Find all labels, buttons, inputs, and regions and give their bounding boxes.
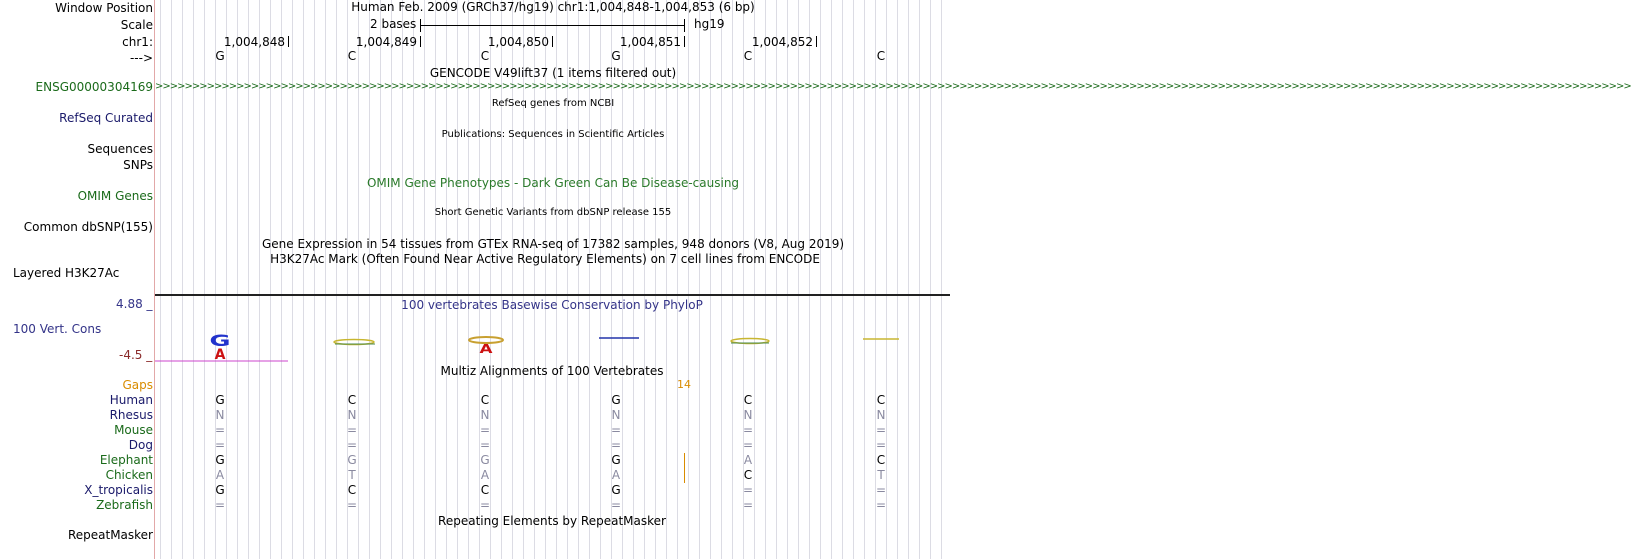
alignment-base: = [346,423,358,437]
gaps-label[interactable]: Gaps [122,378,153,392]
reference-base: C [347,49,357,63]
ruler-position-label: 1,004,851 [619,35,681,49]
scale-bar [420,25,685,26]
alignment-base: C [876,453,886,467]
alignment-base: N [611,408,621,422]
ruler-tick [816,36,817,47]
reference-base: G [611,49,621,63]
alignment-base: = [742,423,754,437]
ruler-position-label: 1,004,848 [223,35,285,49]
species-label[interactable]: Zebrafish [96,498,153,512]
alignment-base: G [480,453,490,467]
alignment-base: C [347,483,357,497]
gencode-track-title: GENCODE V49lift37 (1 items filtered out) [429,66,677,80]
species-label[interactable]: Chicken [105,468,153,482]
alignment-base: G [215,393,225,407]
alignment-base: C [480,393,490,407]
ruler-tick [288,36,289,47]
snps-track-label[interactable]: SNPs [123,158,153,172]
repeatmasker-track-label[interactable]: RepeatMasker [67,528,153,542]
alignment-base: N [743,408,753,422]
alignment-base: = [875,438,887,452]
alignment-base: = [346,438,358,452]
chrom-label: chr1: [122,35,153,49]
species-label[interactable]: Rhesus [109,408,153,422]
gtex-track-title: Gene Expression in 54 tissues from GTEx RNA-seq of 17382 samples, 948 donors (V8, Aug 2019) [261,237,845,251]
ruler-position-label: 1,004,852 [751,35,813,49]
assembly-position-text: Human Feb. 2009 (GRCh37/hg19) chr1:1,004,848-1,004,853 (6 bp) [351,0,755,14]
phylop-track-label[interactable]: 100 Vert. Cons [13,322,102,336]
alignment-base: N [480,408,490,422]
ruler-position-label: 1,004,849 [355,35,417,49]
alignment-base: A [480,468,490,482]
publications-track-title: Publications: Sequences in Scientific Articles [441,129,665,140]
alignment-base: = [610,498,622,512]
alignment-base: N [215,408,225,422]
gencode-item-label[interactable]: ENSG00000304169 [35,80,153,94]
phylop-logo-g: G [209,331,231,351]
ruler-tick [420,36,421,47]
h3k27ac-track-label[interactable]: Layered H3K27Ac [13,266,120,280]
omim-track-title: OMIM Gene Phenotypes - Dark Green Can Be Disease-causing [366,176,740,190]
alignment-base: C [480,483,490,497]
alignment-base: = [742,438,754,452]
alignment-base: G [215,453,225,467]
alignment-base: = [742,498,754,512]
phylop-min-label: -4.5 _ [119,348,153,362]
phylop-logo-graphic [155,330,950,365]
reference-base: C [743,49,753,63]
alignment-base: C [743,468,753,482]
scale-bar-right-tick [684,19,685,32]
alignment-base: A [215,468,225,482]
reference-base: G [215,49,225,63]
phylop-track-title: 100 vertebrates Basewise Conservation by PhyloP [401,298,703,312]
alignment-base: T [877,468,885,482]
gencode-gene-feature[interactable]: >>>>>>>>>>>>>>>>>>>>>>>>>>>>>>>>>>>>>>>>>>>>>>>>>>>>>>>>>>>>>>>>>>>>>>>>>>>>>>>>>>>>>>>>>>>>>>>>>>>>>>>>>>>>>>>>>>>>>>>>>>>>>>>>>>>>>>>>>>>>>>>>>>>>>>>>>>>>>>>>>>>>>>>>>>>>>>>>>>>>>>>>>>>>>>>>>>>>>>>> [155,81,1631,92]
alignment-base: = [214,498,226,512]
species-label[interactable]: Elephant [99,453,153,467]
refseq-track-title: RefSeq genes from NCBI [491,98,615,109]
species-label[interactable]: Mouse [114,423,153,437]
h3k27ac-signal-bar [155,294,950,296]
alignment-base: N [876,408,886,422]
alignment-base: G [611,483,621,497]
ruler-tick [552,36,553,47]
alignment-base: N [347,408,357,422]
alignment-base: A [743,453,753,467]
alignment-base: G [215,483,225,497]
ruler-position-label: 1,004,850 [487,35,549,49]
alignment-base: T [348,468,356,482]
species-label[interactable]: X_tropicalis [84,483,153,497]
scale-bases-text: 2 bases [370,17,417,31]
phylop-max-label: 4.88 _ [116,297,153,311]
alignment-base: = [610,438,622,452]
reference-base: C [876,49,886,63]
genome-browser-track-image[interactable] [155,0,1631,559]
alignment-base: C [876,393,886,407]
alignment-base: C [743,393,753,407]
gaps-value: 14 [677,378,691,391]
species-label[interactable]: Human [109,393,153,407]
alignment-base: = [742,483,754,497]
alignment-base: G [611,453,621,467]
alignment-base: = [875,423,887,437]
omim-track-label[interactable]: OMIM Genes [77,189,153,203]
window-position-label: Window Position [55,1,153,15]
refseq-track-label[interactable]: RefSeq Curated [59,111,153,125]
scale-db-text: hg19 [694,17,725,31]
alignment-base: = [610,423,622,437]
alignment-base: G [611,393,621,407]
phylop-logo-a: A [214,347,226,363]
sequences-track-label[interactable]: Sequences [87,142,153,156]
alignment-base: = [479,423,491,437]
alignment-base: C [347,393,357,407]
h3k27ac-track-title: H3K27Ac Mark (Often Found Near Active Regulatory Elements) on 7 cell lines from ENCODE [270,252,820,266]
scale-label: Scale [120,18,153,32]
strand-label: ---> [129,51,153,65]
alignment-base: = [214,423,226,437]
dbsnp-track-label[interactable]: Common dbSNP(155) [23,220,153,234]
ruler-tick [684,36,685,47]
repeatmasker-track-title: Repeating Elements by RepeatMasker [438,514,666,528]
alignment-base: = [479,438,491,452]
dbsnp-track-title: Short Genetic Variants from dbSNP release 155 [434,207,672,218]
alignment-base: = [479,498,491,512]
alignment-base: = [875,483,887,497]
multiz-track-title: Multiz Alignments of 100 Vertebrates [440,364,664,378]
alignment-base: A [611,468,621,482]
svg-text:A: A [479,342,493,357]
alignment-base: = [346,498,358,512]
gap-indicator [684,453,685,483]
reference-base: C [480,49,490,63]
alignment-base: G [347,453,357,467]
alignment-base: = [214,438,226,452]
species-label[interactable]: Dog [128,438,153,452]
alignment-base: = [875,498,887,512]
scale-bar-left-tick [420,19,421,32]
